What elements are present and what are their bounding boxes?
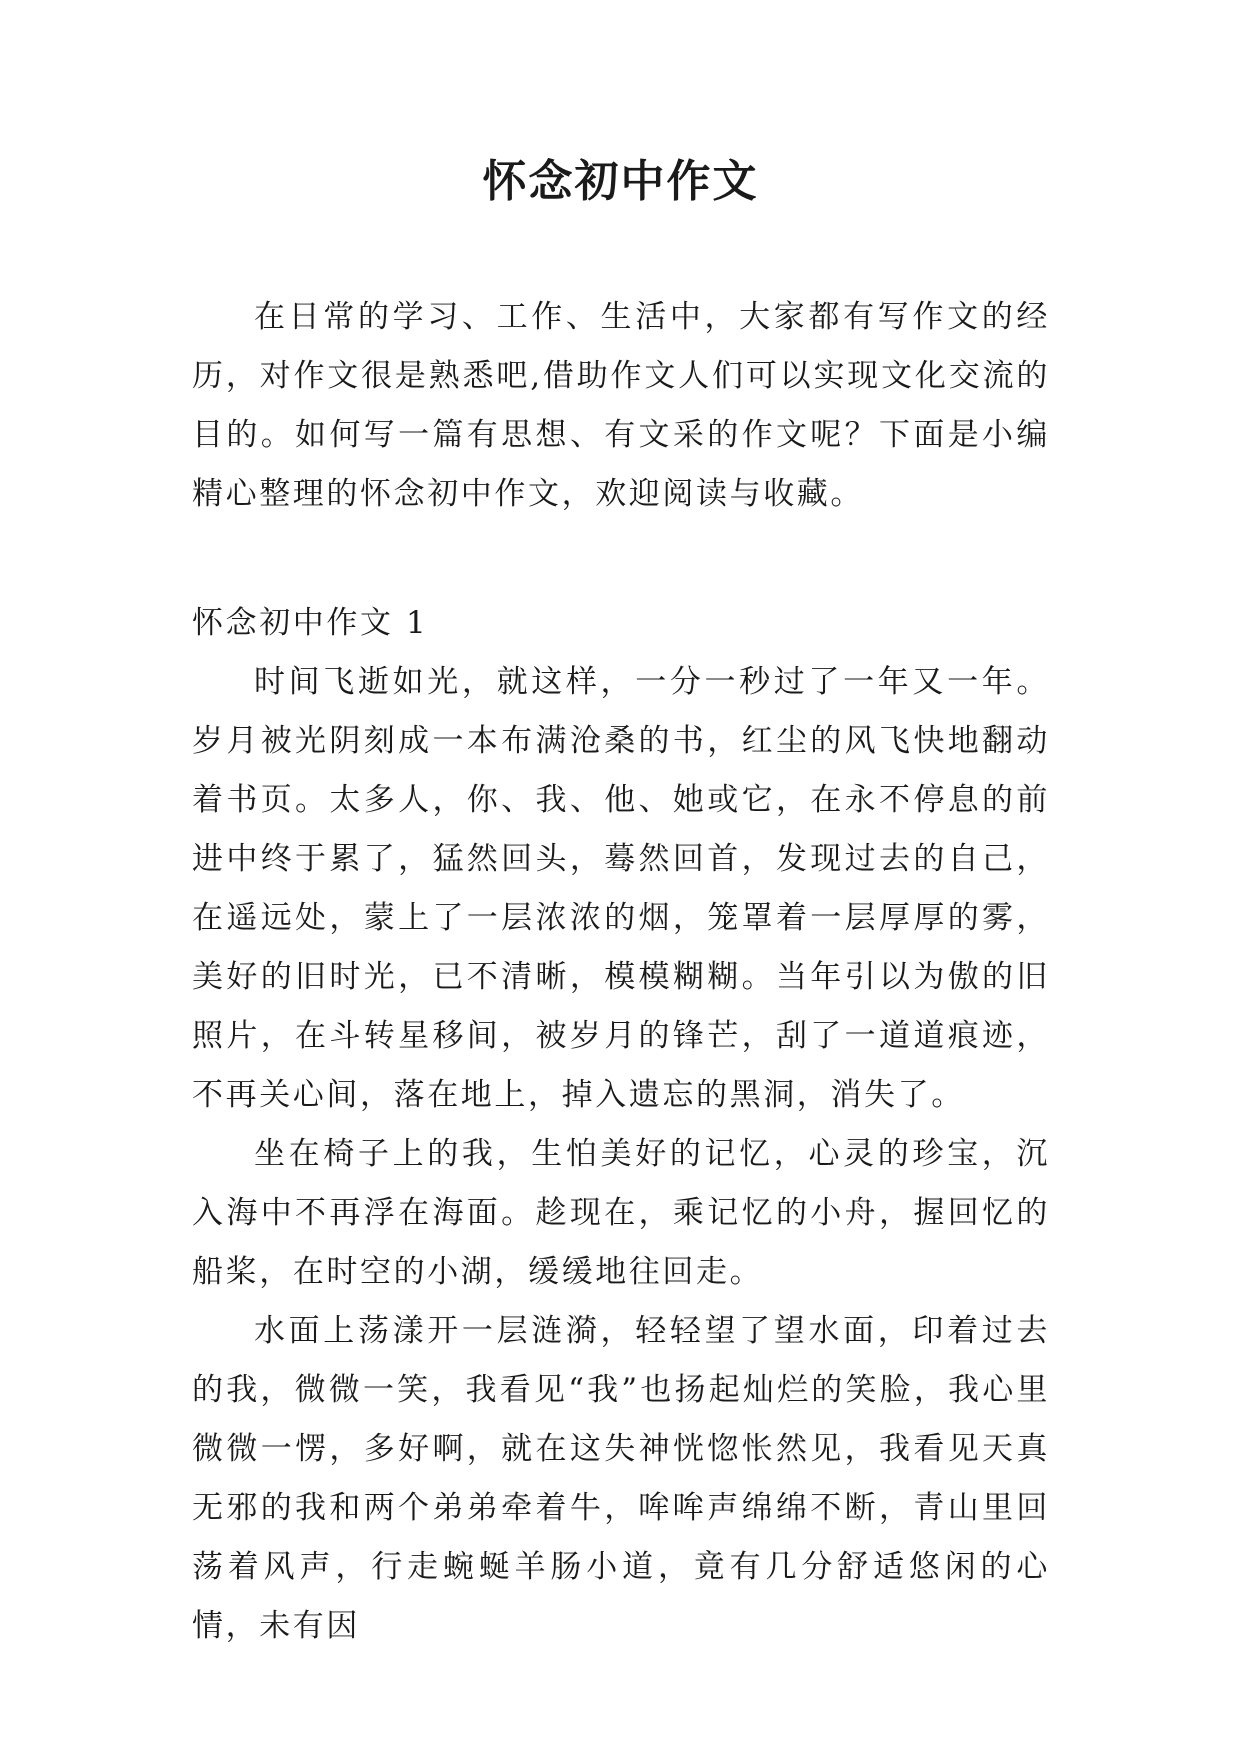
body-paragraph: 水面上荡漾开一层涟漪，轻轻望了望水面，印着过去的我，微微一笑，我看见“我”也扬起灿烂的笑脸，我心里微微一愣，多好啊，就在这失神恍惚怅然见，我看见天真无邪的我和两个弟弟牵着牛，哞哞声绵绵不断，青山里回荡着风声，行走蜿蜒羊肠小道，竟有几分舒适悠闲的心情，未有因 bbox=[192, 1313, 1050, 1644]
document-title: 怀念初中作文 bbox=[482, 156, 759, 207]
document-body bbox=[192, 288, 1050, 1656]
section-heading: 怀念初中作文 1 bbox=[192, 605, 429, 641]
body-paragraph: 坐在椅子上的我，生怕美好的记忆，心灵的珍宝，沉入海中不再浮在海面。趁现在，乘记忆的小舟，握回忆的船桨，在时空的小湖，缓缓地往回走。 bbox=[192, 1136, 1050, 1290]
body-paragraph: 时间飞逝如光，就这样，一分一秒过了一年又一年。岁月被光阴刻成一本布满沧桑的书，红尘的风飞快地翻动着书页。太多人，你、我、他、她或它，在永不停息的前进中终于累了，猛然回头，蓦然回首，发现过去的自己，在遥远处，蒙上了一层浓浓的烟，笼罩着一层厚厚的雾，美好的旧时光，已不清晰，模模糊糊。当年引以为傲的旧照片，在斗转星移间，被岁月的锋芒，刮了一道道痕迹，不再关心间，落在地上，掉入遗忘的黑洞，消失了。 bbox=[192, 664, 1050, 1113]
intro-paragraph: 在日常的学习、工作、生活中，大家都有写作文的经历，对作文很是熟悉吧,借助作文人们可以实现文化交流的目的。如何写一篇有思想、有文采的作文呢？下面是小编精心整理的怀念初中作文，欢迎阅读与收藏。 bbox=[192, 299, 1050, 512]
